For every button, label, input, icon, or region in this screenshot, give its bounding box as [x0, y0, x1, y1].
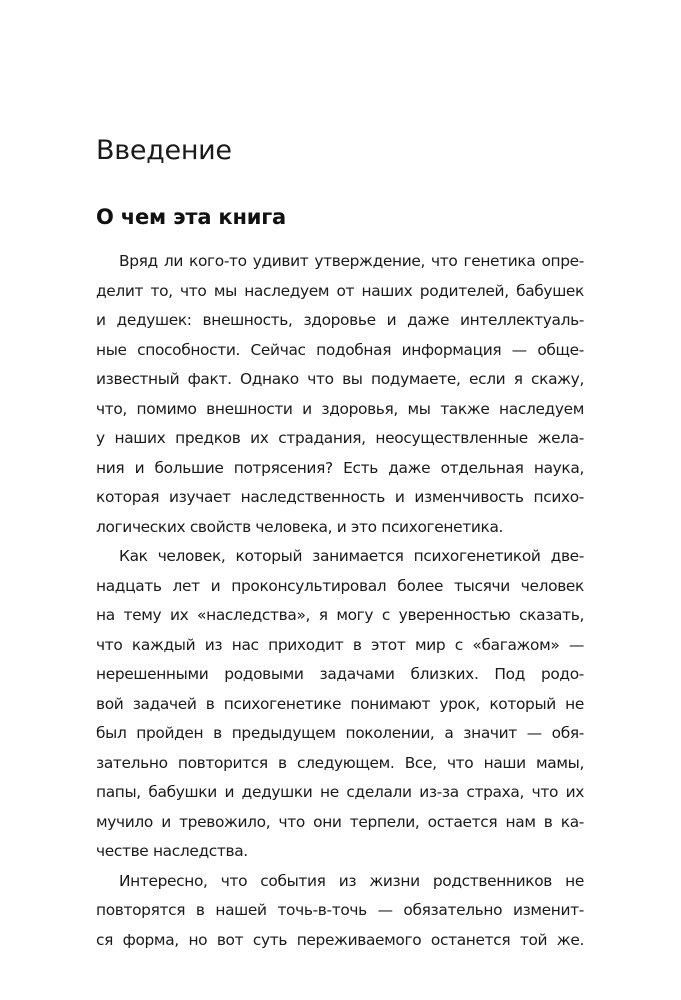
text-line: Интересно, что события из жизни родственников не: [119, 871, 584, 890]
text-line: Вряд ли кого-то удивит утверждение, что генетика опре-: [119, 252, 584, 270]
text-line: надцать лет и проконсультировал более тысячи человек: [96, 576, 584, 595]
text-line: Как человек, который занимается психогенетикой две-: [119, 547, 584, 565]
text-line: известный факт. Однако что вы подумаете, если я скажу,: [96, 370, 584, 388]
text-line: зательно повторится в следующем. Все, что наши мамы,: [96, 753, 584, 772]
section-title: О чем эта книга: [96, 205, 287, 229]
text-line: папы, бабушки и дедушки не сделали из-за страха, что их: [96, 783, 584, 801]
paragraph: [96, 867, 584, 956]
body-text: [96, 247, 584, 955]
text-line: и дедушек: внешность, здоровье и даже интеллектуаль-: [96, 311, 584, 329]
text-line: был пройден в предыдущем поколении, а значит — обя-: [96, 724, 584, 742]
text-line: делит то, что мы наследуем от наших родителей, бабушек: [96, 281, 584, 300]
text-line: логических свойств человека, и это психогенетика.: [96, 517, 504, 536]
text-line: ния и большие потрясения? Есть даже отдельная наука,: [96, 458, 584, 477]
text-line: повторятся в нашей точь-в-точь — обязательно изменит-: [96, 901, 584, 919]
text-line: мучило и тревожило, что они терпели, остается нам в ка-: [96, 812, 584, 831]
text-line: ные способности. Сейчас подобная информация — обще-: [96, 340, 584, 359]
text-line: честве наследства.: [96, 842, 248, 860]
text-line: у наших предков их страдания, неосуществленные жела-: [96, 429, 584, 447]
text-line: вой задачей в психогенетике понимают урок, который не: [96, 694, 584, 713]
paragraph: [96, 542, 584, 867]
chapter-title: Введение: [96, 135, 232, 166]
text-line: нерешенными родовыми задачами близких. Под родо-: [96, 665, 584, 683]
text-line: что, помимо внешности и здоровья, мы также наследуем: [96, 399, 584, 418]
text-line: ся форма, но вот суть переживаемого останется той же.: [96, 930, 584, 949]
text-line: что каждый из нас приходит в этот мир с «багажом» —: [96, 635, 584, 654]
text-line: на тему их «наследства», я могу с уверенностью сказать,: [96, 606, 584, 624]
paragraph: [96, 247, 584, 542]
text-line: которая изучает наследственность и изменчивость психо-: [96, 488, 584, 506]
